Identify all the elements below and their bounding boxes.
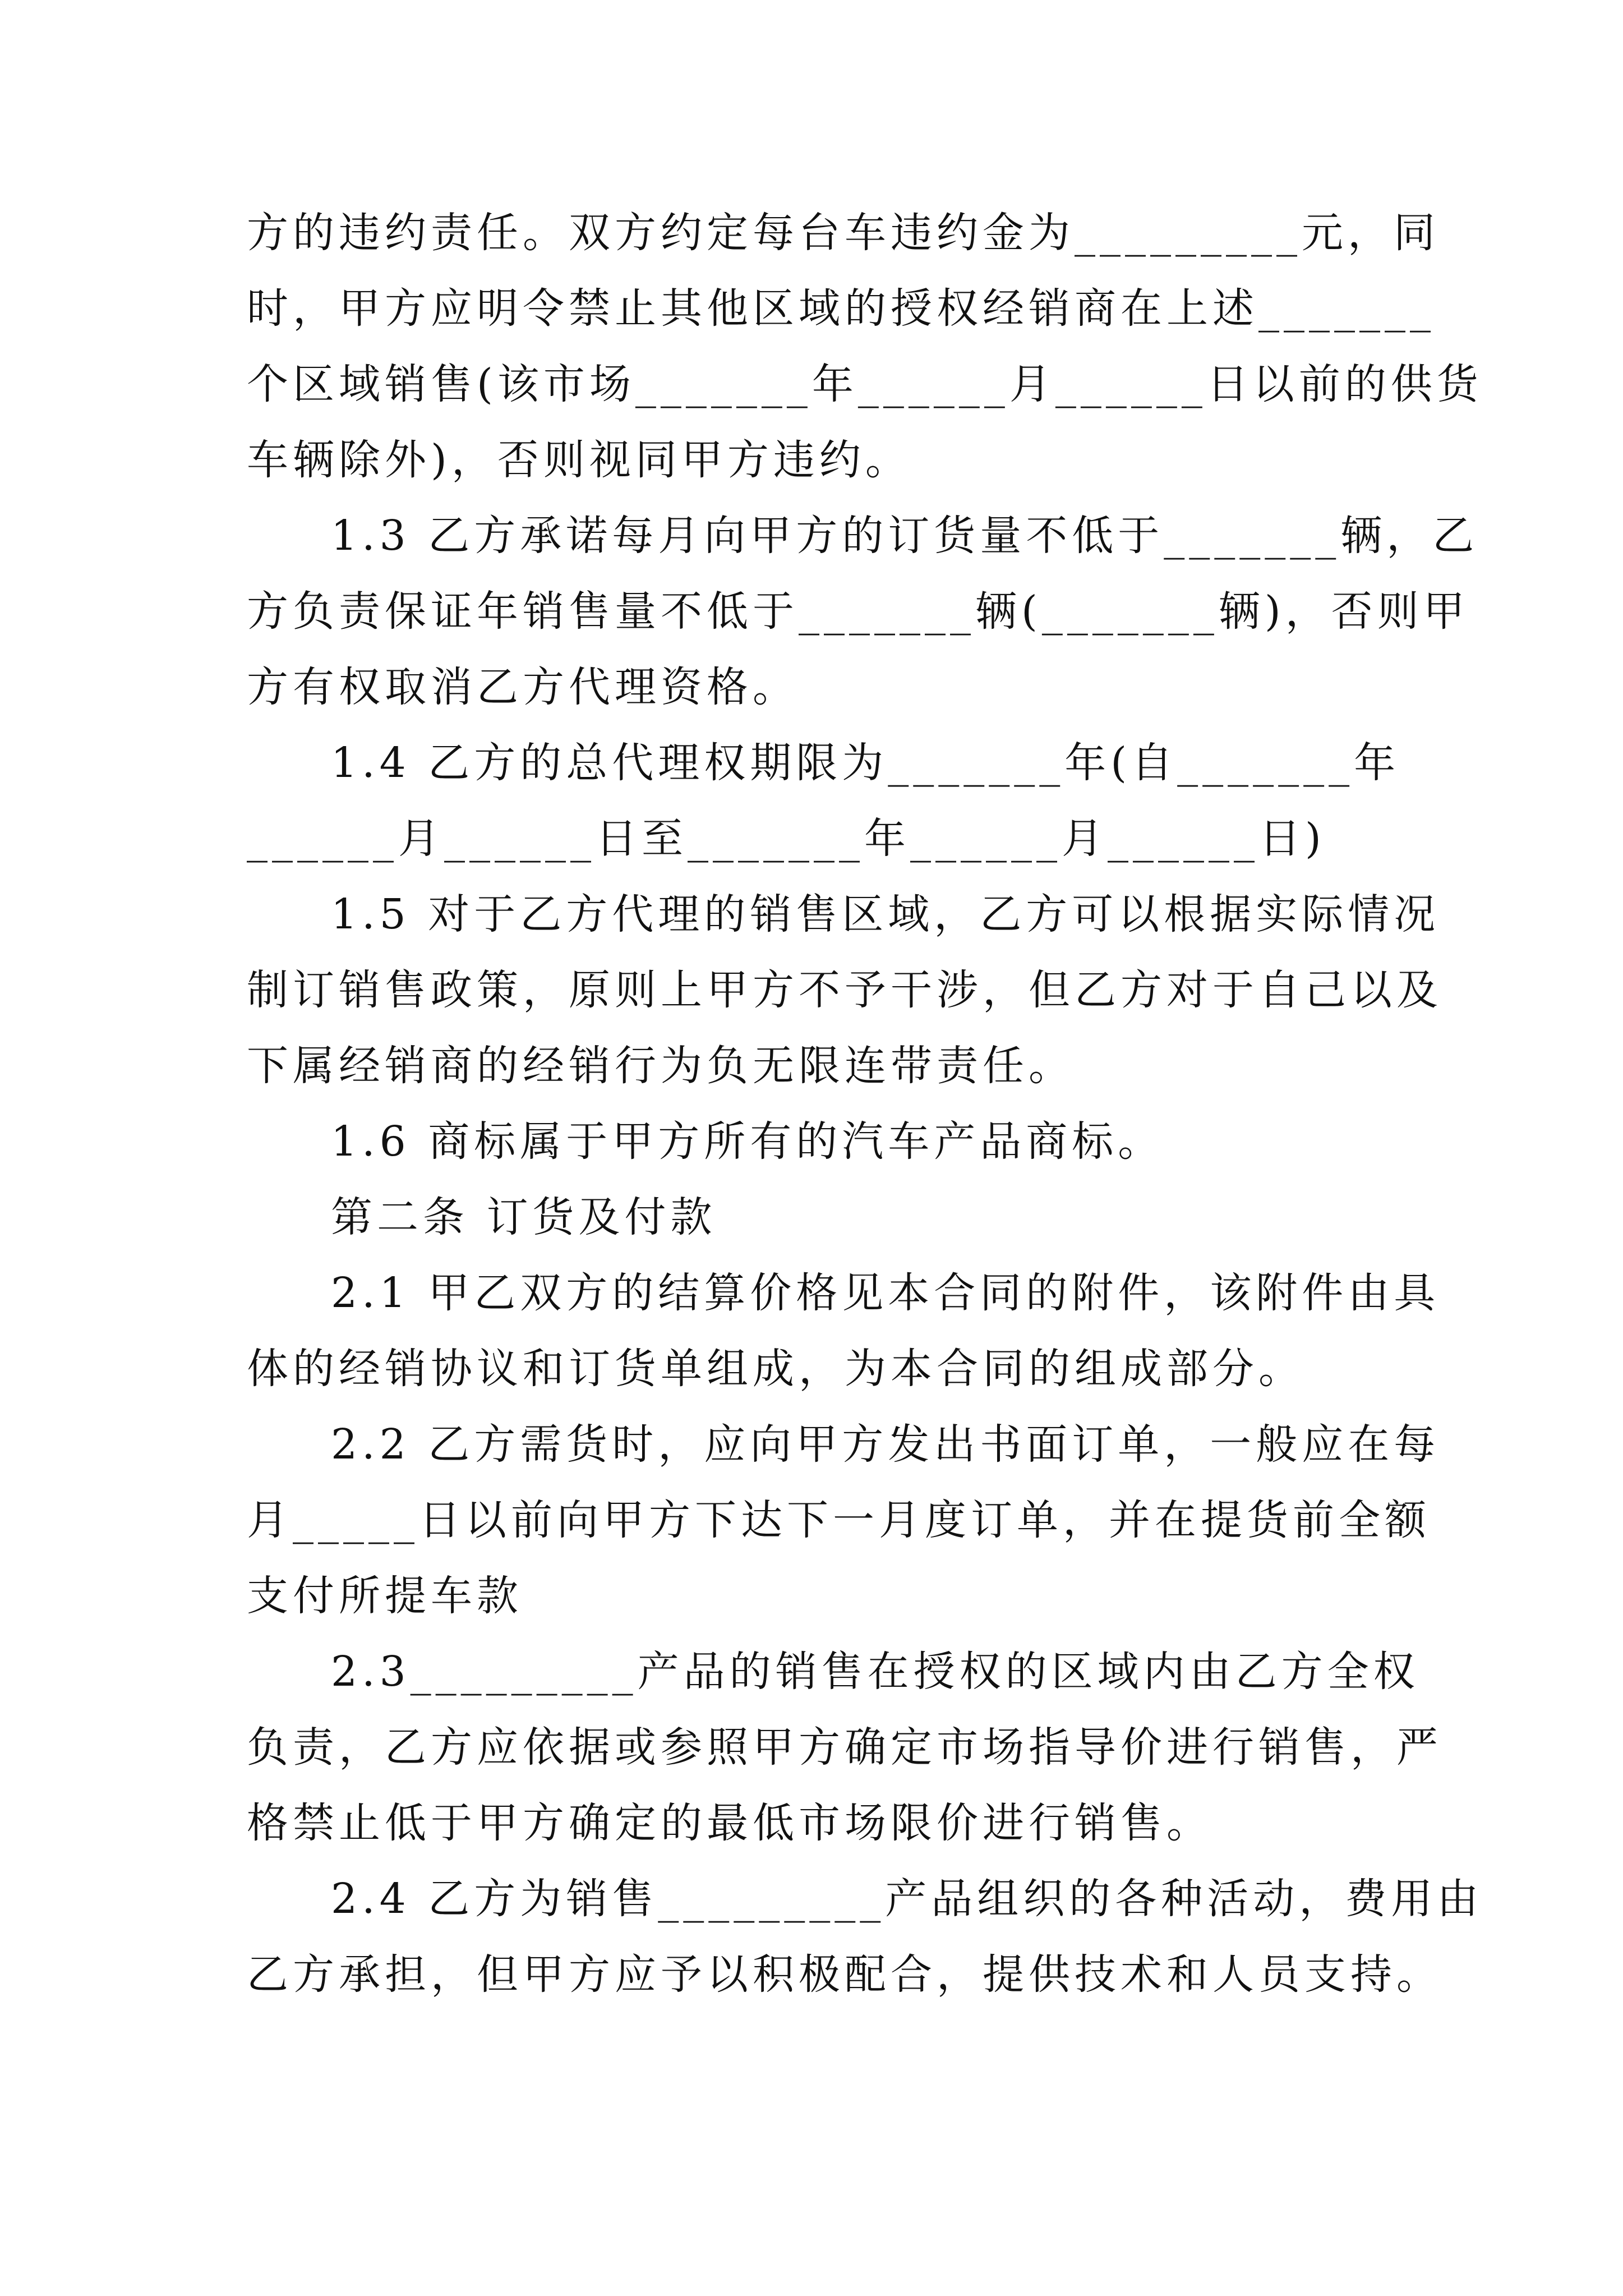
text-line: 制订销售政策，原则上甲方不予干涉，但乙方对于自己以及 <box>247 966 1442 1014</box>
text-line: 时，甲方应明令禁止其他区域的授权经销商在上述_______ <box>247 284 1435 333</box>
clause-1-4-line: 1.4 乙方的总代理权期限为_______年(自_______年 <box>331 739 1400 787</box>
clause-2-1-line: 2.1 甲乙双方的结算价格见本合同的附件，该附件由具 <box>331 1269 1440 1317</box>
text-line: 方有权取消乙方代理资格。 <box>247 663 799 711</box>
text-line: 月_____日以前向甲方下达下一月度订单，并在提货前全额 <box>247 1496 1431 1544</box>
text-line: 支付所提车款 <box>247 1572 523 1620</box>
text-line: 乙方承担，但甲方应予以积极配合，提供技术和人员支持。 <box>247 1950 1442 1999</box>
text-line: 下属经销商的经销行为负无限连带责任。 <box>247 1042 1075 1090</box>
text-line: 个区域销售(该市场_______年______月______日以前的供货 <box>247 360 1483 408</box>
clause-1-5-line: 1.5 对于乙方代理的销售区域，乙方可以根据实际情况 <box>331 890 1440 938</box>
text-line: 方负责保证年销售量不低于_______辆(_______辆)，否则甲 <box>247 587 1469 636</box>
clause-2-2-line: 2.2 乙方需货时，应向甲方发出书面订单，一般应在每 <box>331 1420 1440 1469</box>
text-line: 体的经销协议和订货单组成，为本合同的组成部分。 <box>247 1345 1304 1393</box>
text-line: 格禁止低于甲方确定的最低市场限价进行销售。 <box>247 1799 1212 1847</box>
clause-1-3-line: 1.3 乙方承诺每月向甲方的订货量不低于_______辆，乙 <box>331 512 1479 560</box>
document-body <box>247 209 1483 2030</box>
clause-1-6-line: 1.6 商标属于甲方所有的汽车产品商标。 <box>331 1117 1164 1166</box>
section-heading: 第二条 订货及付款 <box>331 1193 717 1241</box>
clause-2-3-line: 2.3_________产品的销售在授权的区域内由乙方全权 <box>331 1648 1419 1696</box>
text-line: 车辆除外)，否则视同甲方违约。 <box>247 436 911 484</box>
text-line: 负责，乙方应依据或参照甲方确定市场指导价进行销售，严 <box>247 1723 1442 1772</box>
text-line: ______月______日至_______年______月______日) <box>247 815 1326 863</box>
clause-2-4-line: 2.4 乙方为销售_________产品组织的各种活动，费用由 <box>331 1875 1483 1923</box>
text-line: 方的违约责任。双方约定每台车违约金为_________元，同 <box>247 209 1440 257</box>
